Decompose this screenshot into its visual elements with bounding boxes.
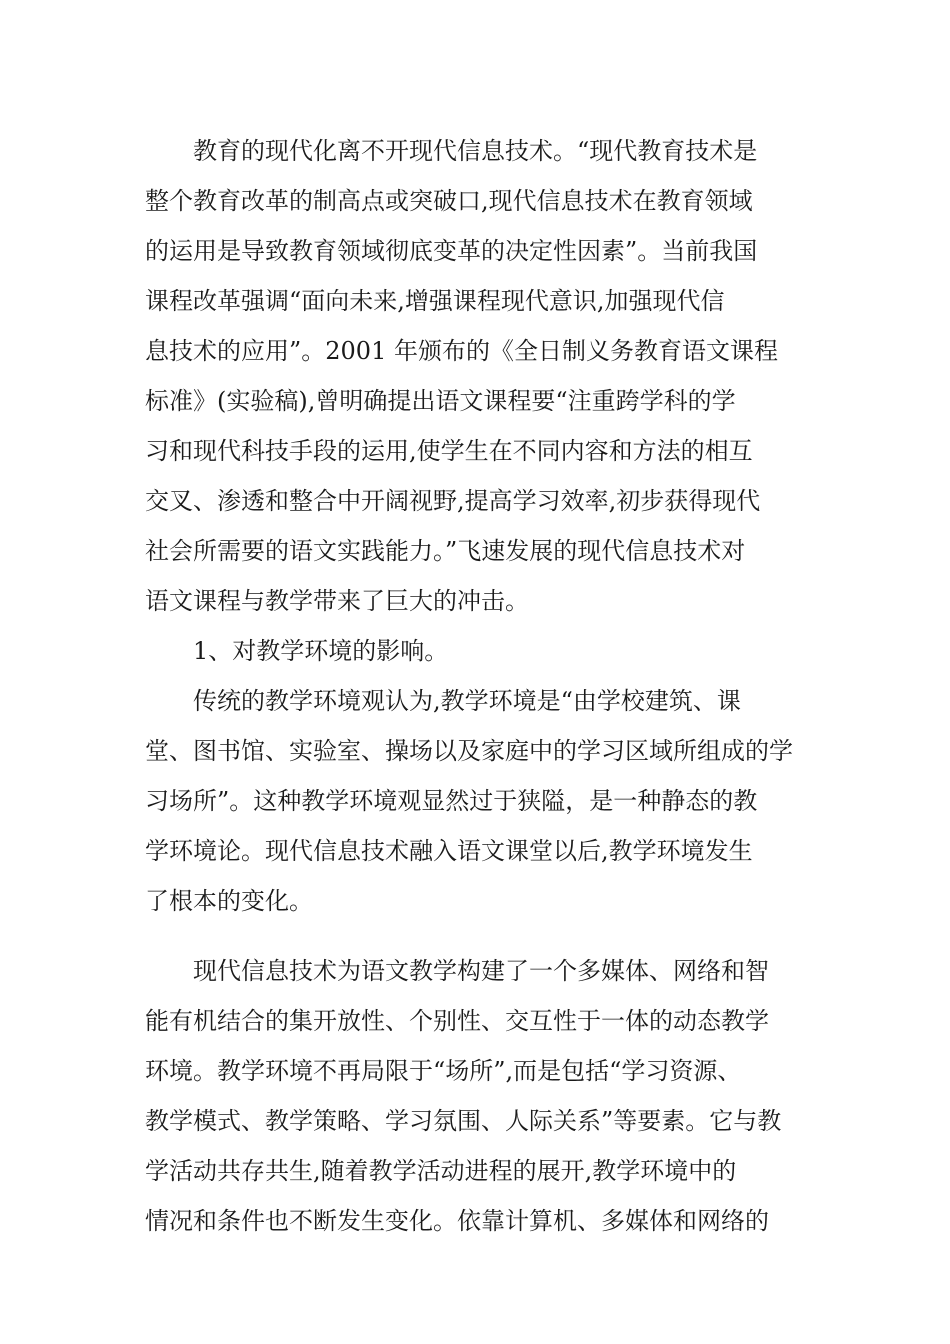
text-line: 整个教育改革的制高点或突破口,现代信息技术在教育领域 <box>145 187 753 215</box>
text-line: 交叉、渗透和整合中开阔视野,提高学习效率,初步获得现代 <box>145 487 761 515</box>
document-page <box>145 126 810 1246</box>
heading-line: 1、对教学环境的影响。 <box>193 637 449 665</box>
text-line: 学活动共存共生,随着教学活动进程的展开,教学环境中的 <box>145 1157 737 1185</box>
paragraph-traditional-environment <box>145 676 810 926</box>
text-line: 课程改革强调“面向未来,增强课程现代意识,加强现代信 <box>145 287 725 315</box>
text-line: 语文课程与教学带来了巨大的冲击。 <box>145 587 529 615</box>
text-line: 传统的教学环境观认为,教学环境是“由学校建筑、课 <box>193 687 741 715</box>
text-line: 环境。教学环境不再局限于“场所”,而是包括“学习资源、 <box>145 1057 742 1085</box>
section-heading <box>145 626 810 676</box>
text-line: 了根本的变化。 <box>145 887 313 915</box>
text-line: 教育的现代化离不开现代信息技术。“现代教育技术是 <box>193 137 758 165</box>
text-line: 学环境论。现代信息技术融入语文课堂以后,教学环境发生 <box>145 837 753 865</box>
text-line: 习场所”。这种教学环境观显然过于狭隘，是一种静态的教 <box>145 787 758 815</box>
paragraph-spacer <box>145 926 810 946</box>
text-line: 习和现代科技手段的运用,使学生在不同内容和方法的相互 <box>145 437 753 465</box>
text-line: 堂、图书馆、实验室、操场以及家庭中的学习区域所组成的学 <box>145 737 793 765</box>
text-line: 现代信息技术为语文教学构建了一个多媒体、网络和智 <box>193 957 769 985</box>
text-line: 社会所需要的语文实践能力。”飞速发展的现代信息技术对 <box>145 537 746 565</box>
paragraph-modern-environment <box>145 946 810 1246</box>
text-line: 教学模式、教学策略、学习氛围、人际关系”等要素。它与教 <box>145 1107 782 1135</box>
text-line: 的运用是导致教育领域彻底变革的决定性因素”。当前我国 <box>145 237 758 265</box>
paragraph-intro <box>145 126 810 626</box>
text-line: 标准》(实验稿),曾明确提出语文课程要“注重跨学科的学 <box>145 387 736 415</box>
text-line: 息技术的应用”。2001 年颁布的《全日制义务教育语文课程 <box>145 337 778 365</box>
text-line: 情况和条件也不断发生变化。依靠计算机、多媒体和网络的 <box>145 1207 769 1235</box>
text-line: 能有机结合的集开放性、个别性、交互性于一体的动态教学 <box>145 1007 769 1035</box>
